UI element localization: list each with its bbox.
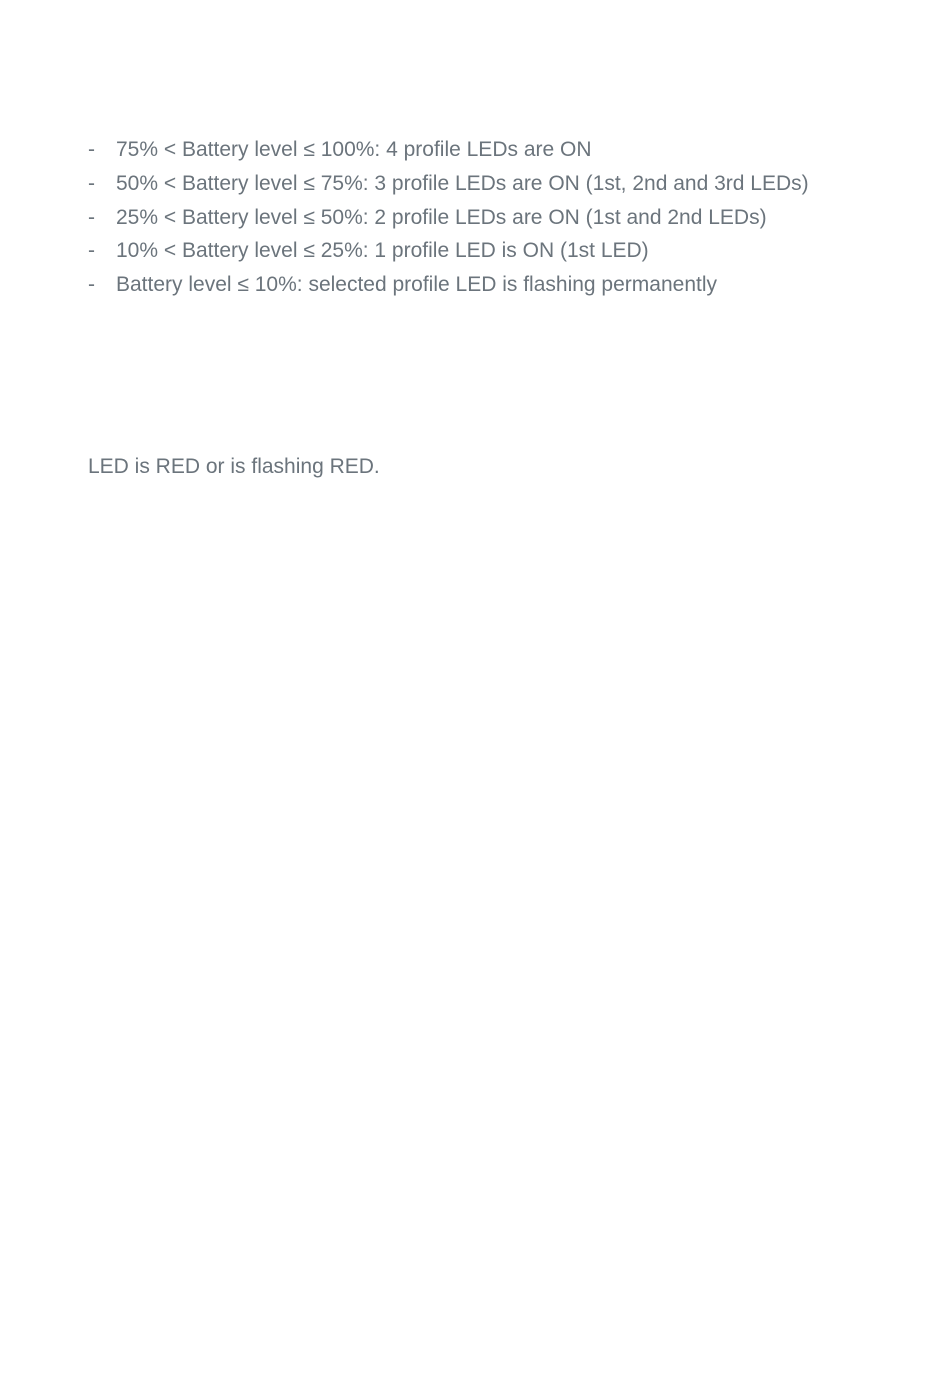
list-item-text: 50% < Battery level ≤ 75%: 3 profile LEDs are ON (1st, 2nd and 3rd LEDs) [116,171,809,195]
list-item-text: 10% < Battery level ≤ 25%: 1 profile LED is ON (1st LED) [116,239,649,263]
list-bullet: - [88,239,95,263]
list-item-text: 75% < Battery level ≤ 100%: 4 profile LEDs are ON [116,138,592,161]
list-item [88,203,809,237]
list-item [88,236,809,270]
list-bullet: - [88,205,95,229]
list-bullet: - [88,138,95,161]
list-bullet: - [88,273,95,297]
list-item [88,169,809,203]
list-item-text: Battery level ≤ 10%: selected profile LED is flashing permanently [116,273,717,297]
led-note: LED is RED or is flashing RED. [88,455,380,478]
list-item-text: 25% < Battery level ≤ 50%: 2 profile LEDs are ON (1st and 2nd LEDs) [116,205,767,229]
battery-level-list [88,135,809,304]
list-item [88,135,809,169]
list-item [88,270,809,304]
list-bullet: - [88,171,95,195]
